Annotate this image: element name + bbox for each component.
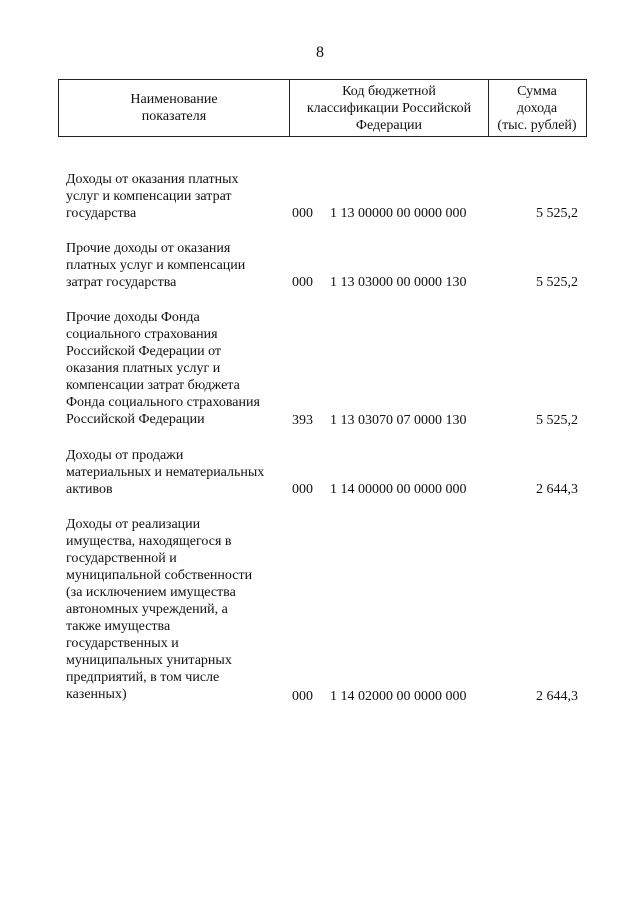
row-amount: 5 525,2 [536,275,578,290]
row-name: Прочие доходы Фонда социального страхования Российской Федерации от оказания платных услуг и компенсации затрат бюджета Фонда социального страхования Российской Федерации [66,310,260,427]
row-admin-code: 393 [292,413,313,428]
header-budget-code [289,80,489,136]
page-number: 8 [316,44,324,61]
table-header [58,79,587,137]
row-name: Доходы от реализации имущества, находящегося в государственной и муниципальной собственности (за исключением имущества автономных учреждений, а также имущества государственных и муниципальных унитарных предприятий, в том числе казенных) [66,517,253,702]
header-indicator-name-label: Наименование показателя [130,92,218,124]
row-admin-code: 000 [292,482,313,497]
header-amount [489,80,585,136]
row-admin-code: 000 [292,206,313,221]
header-amount-label: Сумма дохода (тыс. рублей) [497,83,577,133]
row-name: Прочие доходы от оказания платных услуг и компенсации затрат государства [66,241,246,290]
row-budget-code: 1 13 03000 00 0000 130 [330,275,467,290]
row-budget-code: 1 14 00000 00 0000 000 [330,482,467,497]
row-name: Доходы от продажи материальных и нематериальных активов [66,448,265,497]
row-amount: 5 525,2 [536,413,578,428]
row-budget-code: 1 13 00000 00 0000 000 [330,206,467,221]
row-name: Доходы от оказания платных услуг и компенсации затрат государства [66,172,239,221]
row-amount: 2 644,3 [536,689,578,704]
header-budget-code-label: Код бюджетной классификации Российской Федерации [306,83,472,133]
row-amount: 5 525,2 [536,206,578,221]
row-admin-code: 000 [292,275,313,290]
row-budget-code: 1 13 03070 07 0000 130 [330,413,467,428]
header-indicator-name [59,80,289,136]
row-budget-code: 1 14 02000 00 0000 000 [330,689,467,704]
row-amount: 2 644,3 [536,482,578,497]
row-admin-code: 000 [292,689,313,704]
